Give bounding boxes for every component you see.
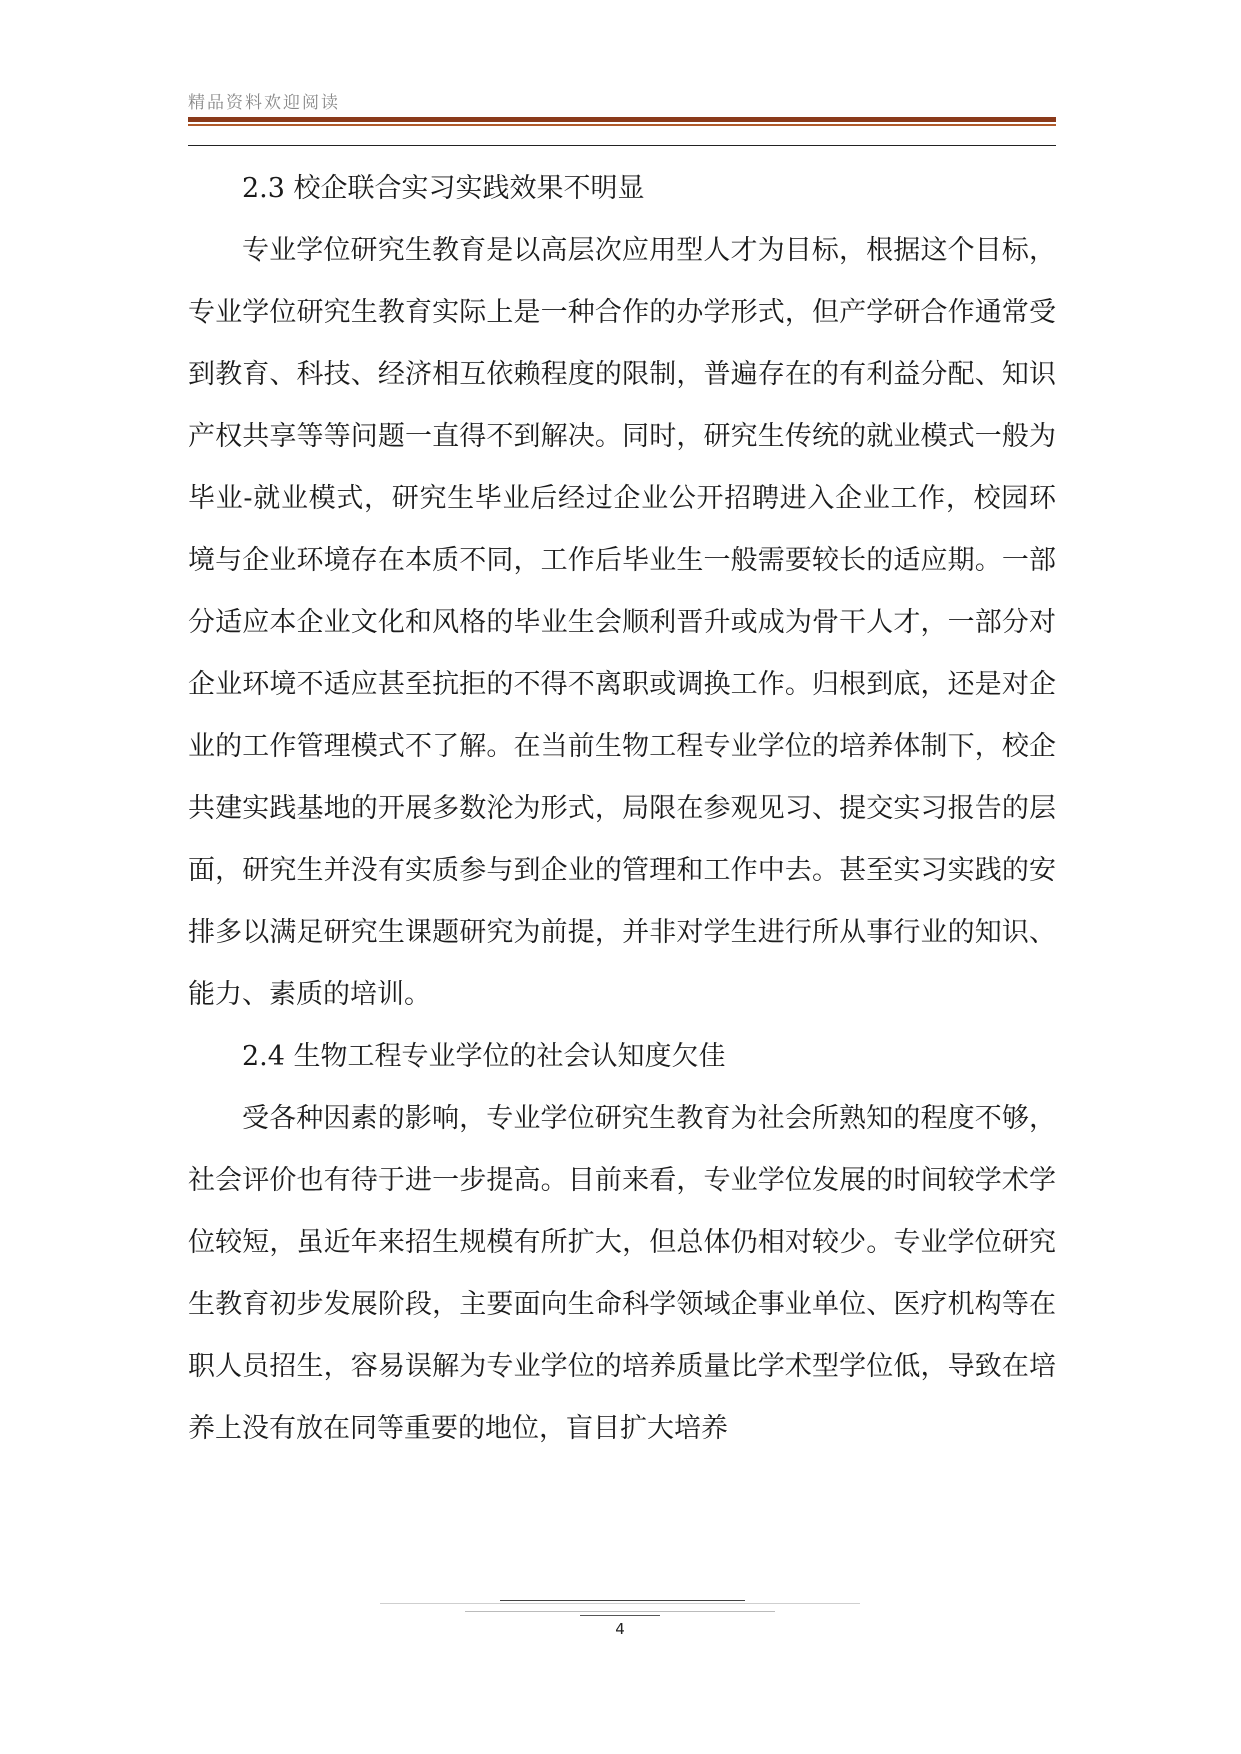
- section-heading: 2.3 校企联合实习实践效果不明显: [242, 173, 645, 204]
- document-body: [188, 158, 1056, 1460]
- header-rule-thick: [188, 117, 1056, 122]
- header-title: 精品资料欢迎阅读: [188, 93, 340, 113]
- footer-rule: [380, 1603, 860, 1604]
- footer-rule: [580, 1615, 660, 1616]
- page-number: 4: [615, 1620, 625, 1638]
- section-heading: 2.4 生物工程专业学位的社会认知度欠佳: [242, 1041, 726, 1072]
- section-paragraph: 受各种因素的影响，专业学位研究生教育为社会所熟知的程度不够，社会评价也有待于进一步提高。目前来看，专业学位发展的时间较学术学位较短，虽近年来招生规模有所扩大，但总体仍相对较少。专业学位研究生教育初步发展阶段，主要面向生命科学领域企事业单位、医疗机构等在职人员招生，容易误解为专业学位的培养质量比学术型学位低，导致在培养上没有放在同等重要的地位，盲目扩大培养: [188, 1103, 1056, 1444]
- header-rule-thin: [188, 124, 1056, 126]
- footer-rule: [500, 1600, 745, 1601]
- section-paragraph: 专业学位研究生教育是以高层次应用型人才为目标，根据这个目标，专业学位研究生教育实际上是一种合作的办学形式，但产学研合作通常受到教育、科技、经济相互依赖程度的限制，普遍存在的有利益分配、知识产权共享等等问题一直得不到解决。同时，研究生传统的就业模式一般为毕业-就业模式，研究生毕业后经过企业公开招聘进入企业工作，校园环境与企业环境存在本质不同，工作后毕业生一般需要较长的适应期。一部分适应本企业文化和风格的毕业生会顺利晋升或成为骨干人才，一部分对企业环境不适应甚至抗拒的不得不离职或调换工作。归根到底，还是对企业的工作管理模式不了解。在当前生物工程专业学位的培养体制下，校企共建实践基地的开展多数沦为形式，局限在参观见习、提交实习报告的层面，研究生并没有实质参与到企业的管理和工作中去。甚至实习实践的安排多以满足研究生课题研究为前提，并非对学生进行所从事行业的知识、能力、素质的培训。: [188, 235, 1056, 1010]
- footer-rule: [465, 1611, 775, 1612]
- header-rule: [188, 145, 1056, 146]
